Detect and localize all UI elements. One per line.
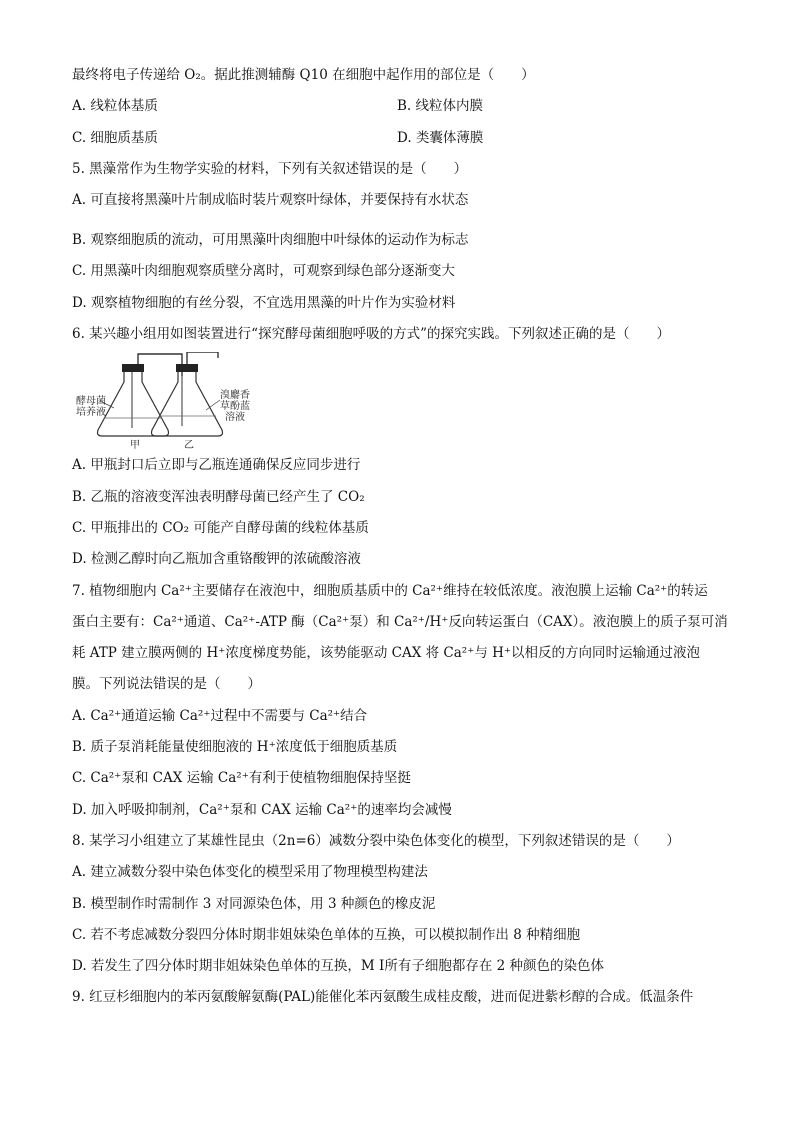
option-b: B. 模型制作时需制作 3 对同源染色体，用 3 种颜色的橡皮泥 (72, 895, 436, 912)
question-6: 6. 某兴趣小组用如图装置进行“探究酵母菌细胞呼吸的方式”的探究实践。下列叙述正确的是（ ） (72, 326, 670, 343)
option-b: B. 观察细胞质的流动，可用黑藻叶肉细胞中叶绿体的运动作为标志 (72, 232, 469, 249)
document-page (72, 62, 728, 1016)
question-7-cont: 蛋白主要有：Ca²⁺通道、Ca²⁺-ATP 酶（Ca²⁺泵）和 Ca²⁺/H⁺反向转运蛋白（CAX）。液泡膜上的质子泵可消 (72, 613, 728, 630)
option-row (72, 93, 722, 124)
question-8: 8. 某学习小组建立了某雄性昆虫（2n=6）减数分裂中染色体变化的模型，下列叙述错误的是（ ） (72, 832, 680, 849)
option-a: A. 线粒体基质 (72, 98, 158, 115)
option-c: C. Ca²⁺泵和 CAX 运输 Ca²⁺有利于使植物细胞保持坚挺 (72, 770, 411, 787)
option-c: C. 用黑藻叶肉细胞观察质壁分离时，可观察到绿色部分逐渐变大 (72, 263, 455, 280)
question-5: 5. 黑藻常作为生物学实验的材料，下列有关叙述错误的是（ ） (72, 160, 468, 177)
option-b: B. 乙瓶的溶液变浑浊表明酵母菌已经产生了 CO₂ (72, 488, 365, 505)
option-d: D. 观察植物细胞的有丝分裂，不宜选用黑藻的叶片作为实验材料 (72, 294, 456, 311)
option-a: A. 甲瓶封口后立即与乙瓶连通确保反应同步进行 (72, 457, 361, 474)
yeast-culture-label: 酵母菌 培养液 (76, 396, 106, 419)
option-row (72, 125, 722, 156)
option-b: B. 线粒体内膜 (397, 98, 484, 115)
option-a: A. 建立减数分裂中染色体变化的模型采用了物理模型构建法 (72, 864, 428, 881)
option-a: A. Ca²⁺通道运输 Ca²⁺过程中不需要与 Ca²⁺结合 (72, 707, 368, 724)
option-c: C. 甲瓶排出的 CO₂ 可能产自酵母菌的线粒体基质 (72, 519, 369, 536)
option-d: D. 加入呼吸抑制剂，Ca²⁺泵和 CAX 运输 Ca²⁺的速率均会减慢 (72, 801, 452, 818)
option-d: D. 若发生了四分体时期非姐妹染色单体的互换，M Ⅰ所有子细胞都存在 2 种颜色的染色体 (72, 958, 605, 975)
option-b: B. 质子泵消耗能量使细胞液的 H⁺浓度低于细胞质基质 (72, 739, 398, 756)
question-9: 9. 红豆杉细胞内的苯丙氨酸解氨酶(PAL)能催化苯丙氨酸生成桂皮酸，进而促进紫杉醇的合成。低温条件 (72, 989, 694, 1006)
question-7-cont: 耗 ATP 建立膜两侧的 H⁺浓度梯度势能，该势能驱动 CAX 将 Ca²⁺与 H⁺以相反的方向同时运输通过液泡 (72, 645, 701, 662)
bromothymol-blue-label: 溴麝香 草酚蓝 溶液 (220, 390, 250, 424)
flask-b-label: 乙 (184, 440, 194, 452)
experiment-apparatus-figure (72, 352, 722, 452)
question-7: 7. 植物细胞内 Ca²⁺主要储存在液泡中，细胞质基质中的 Ca²⁺维持在较低浓度。液泡膜上运输 Ca²⁺的转运 (72, 582, 708, 599)
option-a: A. 可直接将黑藻叶片制成临时装片观察叶绿体，并要保持有水状态 (72, 192, 469, 209)
option-d: D. 类囊体薄膜 (397, 129, 484, 146)
option-d: D. 检测乙醇时向乙瓶加含重铬酸钾的浓硫酸溶液 (72, 551, 361, 568)
flask-a-label: 甲 (130, 440, 140, 452)
option-c: C. 若不考虑减数分裂四分体时期非姐妹染色单体的互换，可以模拟制作出 8 种精细胞 (72, 926, 581, 943)
text-line: 最终将电子传递给 O₂。据此推测辅酶 Q10 在细胞中起作用的部位是（ ） (72, 67, 535, 83)
question-7-cont: 膜。下列说法错误的是（ ） (72, 676, 261, 693)
option-c: C. 细胞质基质 (72, 129, 158, 146)
